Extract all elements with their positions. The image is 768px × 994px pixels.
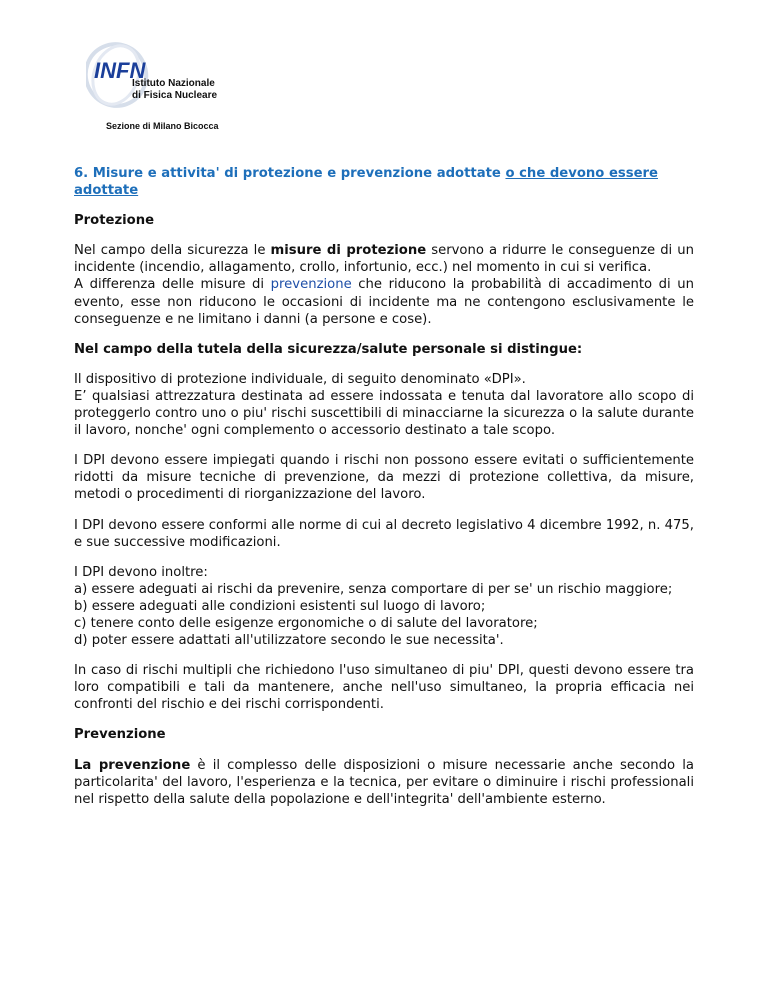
text-segment: è il complesso delle disposizioni o misure necessarie anche secondo la particolarita' del lavoro, l'esperienza e la tecnica, per evitare o diminuire i rischi professionali nel rispetto della salute della popolazione e dell'integrita' dell'ambiente esterno. — [74, 757, 694, 807]
logo-wordmark: INFN — [94, 58, 146, 83]
org-name-line1: Istituto Nazionale — [132, 78, 215, 89]
heading-tutela: Nel campo della tutela della sicurezza/salute personale si distingue: — [74, 341, 583, 357]
document-title — [74, 165, 694, 199]
paragraph-dpi-definition — [74, 371, 694, 439]
prevenzione-term: prevenzione — [270, 277, 352, 293]
infn-logo — [86, 42, 246, 112]
title-part1: 6. Misure e attivita' di protezione e prevenzione adottate — [74, 166, 506, 181]
list-item: d) poter essere adattati all'utilizzatore secondo le sue necessita'. — [74, 633, 504, 649]
text-segment: Il dispositivo di protezione individuale, di seguito denominato «DPI». — [74, 371, 526, 387]
section-caption: Sezione di Milano Bicocca — [106, 121, 219, 131]
document-body — [74, 165, 694, 821]
text-segment: Nel campo della sicurezza le — [74, 243, 271, 259]
text-segment: E’ qualsiasi attrezzatura destinata ad essere indossata e tenuta dal lavoratore allo scopo di proteggerlo contro uno o piu' rischi suscettibili di minacciarne la sicurezza o la salute durante il lavoro, nonche' ogni complemento o accessorio destinato a tale scopo. — [74, 388, 694, 439]
list-item: b) essere adeguati alle condizioni esistenti sul luogo di lavoro; — [74, 598, 486, 614]
paragraph-multiple-risks: In caso di rischi multipli che richiedono l'uso simultaneo di piu' DPI, questi devono essere tra loro compatibili e tali da mantenere, anche nell'uso simultaneo, la propria efficacia nei confronti del rischio e dei rischi corrispondenti. — [74, 663, 694, 713]
list-item: c) tenere conto delle esigenze ergonomiche o di salute del lavoratore; — [74, 615, 538, 631]
org-name-line2: di Fisica Nucleare — [132, 90, 218, 101]
text-segment: A differenza delle misure di — [74, 277, 271, 293]
paragraph-dpi-norms: I DPI devono essere conformi alle norme di cui al decreto legislativo 4 dicembre 1992, n. 475, e sue successive modificazioni. — [74, 517, 694, 550]
bold-term: La prevenzione — [74, 757, 191, 773]
paragraph-prevenzione — [74, 757, 694, 808]
bold-term: misure di protezione — [270, 243, 427, 259]
text-segment: servono a ridurre le conseguenze di un incidente (incendio, allagamento, crollo, infortunio, ecc.) nel momento in cui si verifica. — [74, 243, 694, 276]
paragraph-dpi-requirements — [74, 564, 694, 649]
heading-protezione: Protezione — [74, 213, 155, 229]
title-part2: o che devono essere adottate — [74, 166, 658, 199]
paragraph-dpi-usage: I DPI devono essere impiegati quando i rischi non possono essere evitati o sufficientemente ridotti da misure tecniche di prevenzione, da mezzi di protezione collettiva, da misure, metodi o procedimenti di riorganizzazione del lavoro. — [74, 453, 694, 503]
text-segment: che riducono la probabilità di accadimento di un evento, esse non riducono le occasioni di incidente ma ne contengono esclusivamente le conseguenze e ne limitano i danni (a persone e cose). — [74, 277, 694, 327]
paragraph-protezione — [74, 242, 694, 327]
heading-prevenzione: Prevenzione — [74, 727, 166, 743]
list-item: a) essere adeguati ai rischi da prevenire, senza comportare di per se' un rischio maggiore; — [74, 581, 673, 597]
list-intro: I DPI devono inoltre: — [74, 564, 208, 580]
